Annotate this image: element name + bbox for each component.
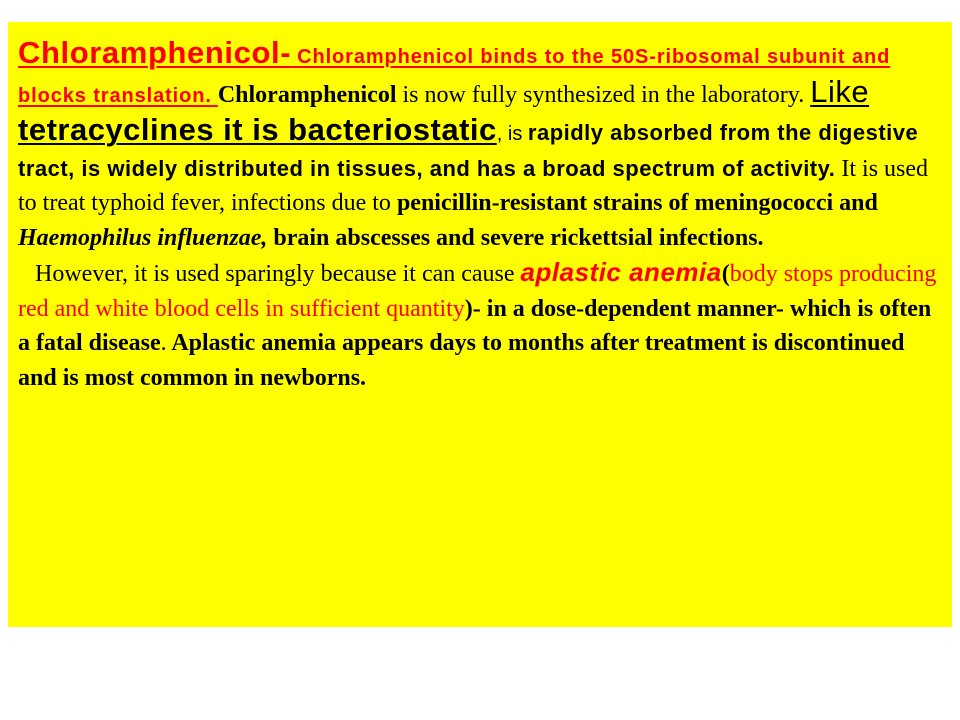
dose-dependent-text: )- in a dose-dependent manner- which is often a fatal disease xyxy=(18,295,932,356)
aplastic-anemia-term: aplastic anemia xyxy=(520,257,722,287)
newborns-text: Aplastic anemia appears days to months after treatment is discontinued and is most common in newborns. xyxy=(18,330,905,391)
bacteriostatic-phrase: tetracyclines it is bacteriostatic xyxy=(18,112,497,147)
intro-statement: Chloramphenicol binds to the 50S-ribosomal subunit and blocks translation. xyxy=(18,46,891,107)
comma-is-text: , is xyxy=(496,123,528,145)
like-word: Like xyxy=(810,73,870,109)
anemia-definition: body stops producing red and white blood cells in sufficient quantity xyxy=(18,261,937,322)
paren-open: ( xyxy=(721,261,730,287)
paragraph-2 xyxy=(18,255,942,395)
slide-title: Chloramphenicol- xyxy=(18,35,292,70)
sparingly-text: However, it is used sparingly because it can cause xyxy=(35,261,521,287)
haemophilus-text: Haemophilus influenzae, xyxy=(18,224,268,251)
period: . xyxy=(160,330,167,356)
slide-text-block xyxy=(18,36,942,395)
paragraph-1 xyxy=(18,36,942,255)
synthesis-text: is now fully synthesized in the laboratory. xyxy=(396,81,811,108)
drug-name: Chloramphenicol xyxy=(217,81,397,108)
absorption-text: rapidly absorbed from the digestive tract, is widely distributed in tissues, and has a broad spectrum of activity. xyxy=(18,120,919,181)
infections-text: brain abscesses and severe rickettsial infections. xyxy=(267,224,764,251)
resistant-strains-text: penicillin-resistant strains of meningococci and xyxy=(396,190,878,216)
slide-panel xyxy=(8,22,952,627)
uses-text: It is used to treat typhoid fever, infections due to xyxy=(18,155,929,216)
